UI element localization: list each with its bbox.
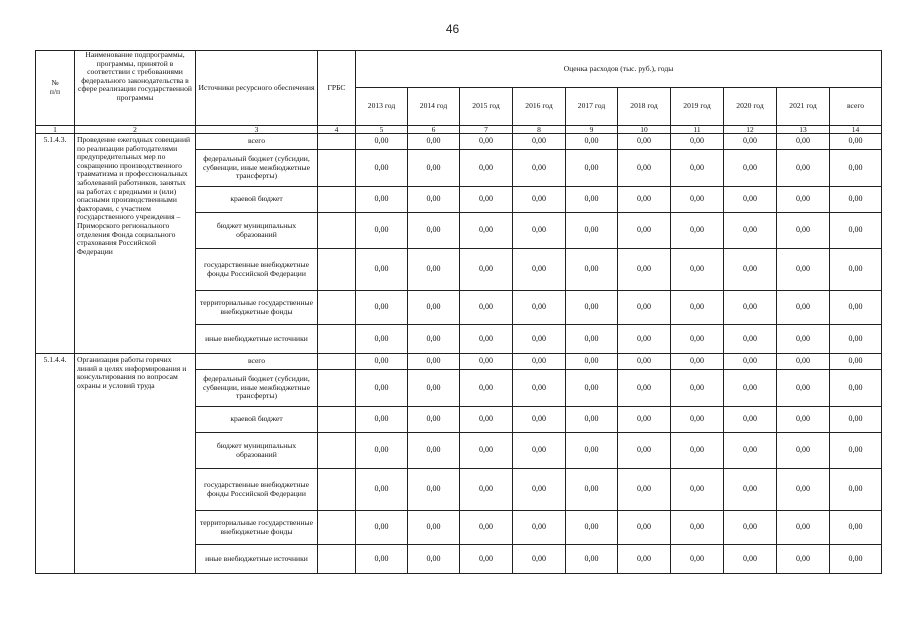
value-cell: 0,00 <box>408 370 460 407</box>
value-cell: 0,00 <box>724 469 777 511</box>
value-cell: 0,00 <box>513 249 566 291</box>
value-cell: 0,00 <box>460 187 513 213</box>
column-number: 3 <box>196 126 318 134</box>
value-cell: 0,00 <box>777 433 830 469</box>
header-source: Источники ресурсного обеспечения <box>196 51 318 126</box>
value-cell: 0,00 <box>830 469 882 511</box>
value-cell: 0,00 <box>566 213 618 249</box>
value-cell: 0,00 <box>513 325 566 354</box>
value-cell: 0,00 <box>671 213 724 249</box>
grbs-cell <box>318 249 356 291</box>
value-cell: 0,00 <box>566 545 618 574</box>
value-cell: 0,00 <box>830 134 882 150</box>
header-name: Наименование подпрограммы, программы, принятой в соответствии с требованиями федерального законодательства в сфере реализации государственной программы <box>75 51 196 126</box>
value-cell: 0,00 <box>566 407 618 433</box>
value-cell: 0,00 <box>777 325 830 354</box>
column-number: 5 <box>356 126 408 134</box>
grbs-cell <box>318 213 356 249</box>
value-cell: 0,00 <box>671 545 724 574</box>
value-cell: 0,00 <box>724 187 777 213</box>
funding-source: бюджет муниципальных образований <box>196 433 318 469</box>
funding-source: всего <box>196 134 318 150</box>
value-cell: 0,00 <box>671 354 724 370</box>
value-cell: 0,00 <box>618 545 671 574</box>
value-cell: 0,00 <box>513 469 566 511</box>
value-cell: 0,00 <box>460 511 513 545</box>
page-number: 46 <box>445 22 460 36</box>
value-cell: 0,00 <box>566 354 618 370</box>
value-cell: 0,00 <box>566 291 618 325</box>
value-cell: 0,00 <box>724 325 777 354</box>
value-cell: 0,00 <box>618 407 671 433</box>
value-cell: 0,00 <box>408 213 460 249</box>
value-cell: 0,00 <box>777 354 830 370</box>
section-name: Организация работы горячих линий в целях информирования и консультирования по вопросам охраны и условий труда <box>75 354 196 574</box>
value-cell: 0,00 <box>408 291 460 325</box>
column-number: 13 <box>777 126 830 134</box>
column-number: 7 <box>460 126 513 134</box>
value-cell: 0,00 <box>777 150 830 187</box>
value-cell: 0,00 <box>356 187 408 213</box>
value-cell: 0,00 <box>724 150 777 187</box>
value-cell: 0,00 <box>460 407 513 433</box>
value-cell: 0,00 <box>830 511 882 545</box>
column-number: 14 <box>830 126 882 134</box>
value-cell: 0,00 <box>408 134 460 150</box>
value-cell: 0,00 <box>408 249 460 291</box>
value-cell: 0,00 <box>460 150 513 187</box>
grbs-cell <box>318 545 356 574</box>
value-cell: 0,00 <box>671 291 724 325</box>
grbs-cell <box>318 407 356 433</box>
value-cell: 0,00 <box>830 407 882 433</box>
value-cell: 0,00 <box>830 370 882 407</box>
grbs-cell <box>318 134 356 150</box>
grbs-cell <box>318 325 356 354</box>
value-cell: 0,00 <box>671 370 724 407</box>
column-number: 6 <box>408 126 460 134</box>
funding-source: бюджет муниципальных образований <box>196 213 318 249</box>
value-cell: 0,00 <box>513 407 566 433</box>
column-number: 12 <box>724 126 777 134</box>
value-cell: 0,00 <box>830 291 882 325</box>
value-cell: 0,00 <box>830 213 882 249</box>
value-cell: 0,00 <box>408 433 460 469</box>
header-grbs: ГРБС <box>318 51 356 126</box>
value-cell: 0,00 <box>566 150 618 187</box>
value-cell: 0,00 <box>356 354 408 370</box>
value-cell: 0,00 <box>830 433 882 469</box>
value-cell: 0,00 <box>724 511 777 545</box>
value-cell: 0,00 <box>566 325 618 354</box>
value-cell: 0,00 <box>671 249 724 291</box>
grbs-cell <box>318 433 356 469</box>
value-cell: 0,00 <box>513 187 566 213</box>
funding-source: иные внебюджетные источники <box>196 545 318 574</box>
value-cell: 0,00 <box>618 511 671 545</box>
value-cell: 0,00 <box>356 291 408 325</box>
value-cell: 0,00 <box>408 407 460 433</box>
value-cell: 0,00 <box>513 511 566 545</box>
value-cell: 0,00 <box>777 249 830 291</box>
value-cell: 0,00 <box>618 469 671 511</box>
column-number: 2 <box>75 126 196 134</box>
header-number: № п/п <box>36 51 75 126</box>
header-year: всего <box>830 88 882 126</box>
funding-source: иные внебюджетные источники <box>196 325 318 354</box>
value-cell: 0,00 <box>724 370 777 407</box>
column-number: 11 <box>671 126 724 134</box>
section-number: 5.1.4.4. <box>36 354 75 574</box>
header-year: 2021 год <box>777 88 830 126</box>
value-cell: 0,00 <box>830 545 882 574</box>
grbs-cell <box>318 291 356 325</box>
value-cell: 0,00 <box>671 469 724 511</box>
value-cell: 0,00 <box>671 187 724 213</box>
value-cell: 0,00 <box>777 134 830 150</box>
value-cell: 0,00 <box>356 370 408 407</box>
header-year: 2017 год <box>566 88 618 126</box>
grbs-cell <box>318 370 356 407</box>
value-cell: 0,00 <box>460 354 513 370</box>
funding-source: территориальные государственные внебюджетные фонды <box>196 511 318 545</box>
column-number: 1 <box>36 126 75 134</box>
value-cell: 0,00 <box>777 545 830 574</box>
value-cell: 0,00 <box>460 213 513 249</box>
header-year: 2014 год <box>408 88 460 126</box>
funding-source: федеральный бюджет (субсидии, субвенции, иные межбюджетные трансферты) <box>196 370 318 407</box>
value-cell: 0,00 <box>513 433 566 469</box>
value-cell: 0,00 <box>671 325 724 354</box>
value-cell: 0,00 <box>777 469 830 511</box>
value-cell: 0,00 <box>671 433 724 469</box>
value-cell: 0,00 <box>618 213 671 249</box>
value-cell: 0,00 <box>777 370 830 407</box>
value-cell: 0,00 <box>356 469 408 511</box>
value-cell: 0,00 <box>830 325 882 354</box>
budget-table <box>35 50 882 574</box>
value-cell: 0,00 <box>356 545 408 574</box>
value-cell: 0,00 <box>356 213 408 249</box>
value-cell: 0,00 <box>724 213 777 249</box>
value-cell: 0,00 <box>724 134 777 150</box>
value-cell: 0,00 <box>566 370 618 407</box>
value-cell: 0,00 <box>566 134 618 150</box>
value-cell: 0,00 <box>777 291 830 325</box>
value-cell: 0,00 <box>513 134 566 150</box>
value-cell: 0,00 <box>408 545 460 574</box>
column-number: 8 <box>513 126 566 134</box>
value-cell: 0,00 <box>460 433 513 469</box>
value-cell: 0,00 <box>408 150 460 187</box>
funding-source: всего <box>196 354 318 370</box>
value-cell: 0,00 <box>777 213 830 249</box>
value-cell: 0,00 <box>671 407 724 433</box>
value-cell: 0,00 <box>356 511 408 545</box>
header-year: 2018 год <box>618 88 671 126</box>
funding-source: государственные внебюджетные фонды Российской Федерации <box>196 469 318 511</box>
value-cell: 0,00 <box>460 370 513 407</box>
value-cell: 0,00 <box>460 469 513 511</box>
value-cell: 0,00 <box>513 354 566 370</box>
value-cell: 0,00 <box>618 370 671 407</box>
grbs-cell <box>318 187 356 213</box>
value-cell: 0,00 <box>408 187 460 213</box>
column-number: 9 <box>566 126 618 134</box>
value-cell: 0,00 <box>566 469 618 511</box>
value-cell: 0,00 <box>618 354 671 370</box>
header-expenses-title: Оценка расходов (тыс. руб.), годы <box>356 51 882 88</box>
value-cell: 0,00 <box>356 325 408 354</box>
value-cell: 0,00 <box>830 249 882 291</box>
section-name: Проведение ежегодных совещаний по реализации работодателями предупредительных мер по сокращению производственного травматизма и профессиональных заболеваний работников, занятых на работах с вредными и (или) опасными производственными факторами, с участием государственного учреждения – Приморского регионального отделения Фонда социального страхования Российской Федерации <box>75 134 196 354</box>
value-cell: 0,00 <box>618 291 671 325</box>
header-year: 2013 год <box>356 88 408 126</box>
table-row <box>36 134 882 150</box>
table-row <box>36 354 882 370</box>
header-year: 2015 год <box>460 88 513 126</box>
column-number: 10 <box>618 126 671 134</box>
grbs-cell <box>318 150 356 187</box>
value-cell: 0,00 <box>618 150 671 187</box>
value-cell: 0,00 <box>460 545 513 574</box>
value-cell: 0,00 <box>618 325 671 354</box>
value-cell: 0,00 <box>830 354 882 370</box>
value-cell: 0,00 <box>460 325 513 354</box>
section-number: 5.1.4.3. <box>36 134 75 354</box>
value-cell: 0,00 <box>724 545 777 574</box>
value-cell: 0,00 <box>356 433 408 469</box>
value-cell: 0,00 <box>777 187 830 213</box>
value-cell: 0,00 <box>513 370 566 407</box>
value-cell: 0,00 <box>460 249 513 291</box>
value-cell: 0,00 <box>724 407 777 433</box>
value-cell: 0,00 <box>724 433 777 469</box>
value-cell: 0,00 <box>724 249 777 291</box>
value-cell: 0,00 <box>408 325 460 354</box>
value-cell: 0,00 <box>724 291 777 325</box>
value-cell: 0,00 <box>408 511 460 545</box>
value-cell: 0,00 <box>513 213 566 249</box>
value-cell: 0,00 <box>356 249 408 291</box>
funding-source: краевой бюджет <box>196 187 318 213</box>
value-cell: 0,00 <box>671 134 724 150</box>
value-cell: 0,00 <box>460 134 513 150</box>
value-cell: 0,00 <box>356 150 408 187</box>
value-cell: 0,00 <box>618 134 671 150</box>
value-cell: 0,00 <box>671 511 724 545</box>
value-cell: 0,00 <box>460 291 513 325</box>
value-cell: 0,00 <box>830 150 882 187</box>
header-year: 2020 год <box>724 88 777 126</box>
value-cell: 0,00 <box>671 150 724 187</box>
funding-source: территориальные государственные внебюджетные фонды <box>196 291 318 325</box>
grbs-cell <box>318 511 356 545</box>
value-cell: 0,00 <box>777 407 830 433</box>
value-cell: 0,00 <box>566 433 618 469</box>
value-cell: 0,00 <box>566 187 618 213</box>
value-cell: 0,00 <box>356 407 408 433</box>
value-cell: 0,00 <box>618 433 671 469</box>
value-cell: 0,00 <box>513 150 566 187</box>
header-year: 2016 год <box>513 88 566 126</box>
value-cell: 0,00 <box>566 511 618 545</box>
value-cell: 0,00 <box>408 354 460 370</box>
funding-source: федеральный бюджет (субсидии, субвенции, иные межбюджетные трансферты) <box>196 150 318 187</box>
value-cell: 0,00 <box>356 134 408 150</box>
column-number: 4 <box>318 126 356 134</box>
grbs-cell <box>318 354 356 370</box>
value-cell: 0,00 <box>513 545 566 574</box>
value-cell: 0,00 <box>618 249 671 291</box>
value-cell: 0,00 <box>777 511 830 545</box>
grbs-cell <box>318 469 356 511</box>
header-year: 2019 год <box>671 88 724 126</box>
value-cell: 0,00 <box>513 291 566 325</box>
value-cell: 0,00 <box>618 187 671 213</box>
value-cell: 0,00 <box>566 249 618 291</box>
funding-source: государственные внебюджетные фонды Российской Федерации <box>196 249 318 291</box>
value-cell: 0,00 <box>830 187 882 213</box>
value-cell: 0,00 <box>408 469 460 511</box>
funding-source: краевой бюджет <box>196 407 318 433</box>
value-cell: 0,00 <box>724 354 777 370</box>
